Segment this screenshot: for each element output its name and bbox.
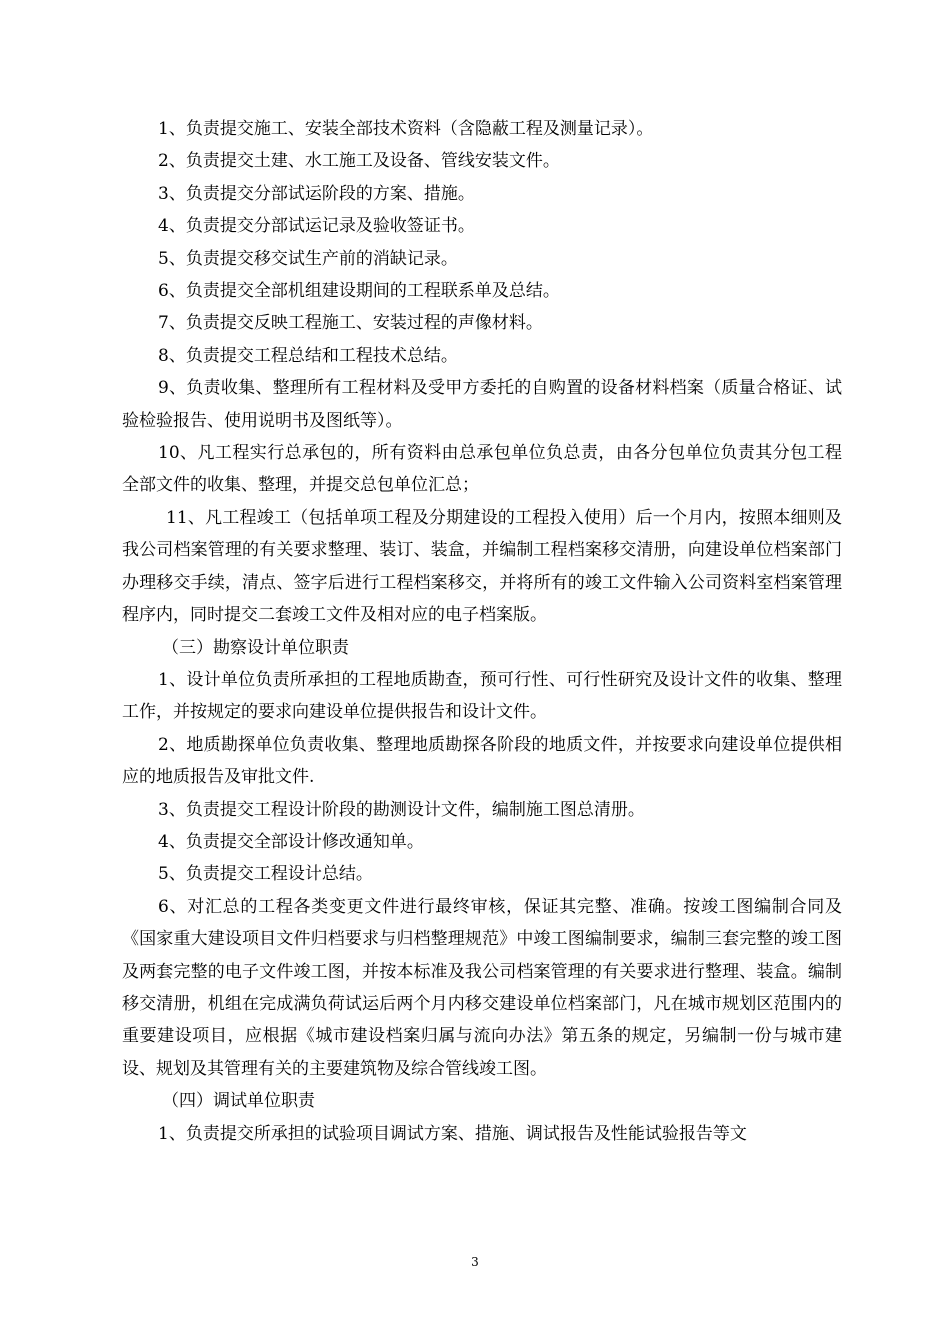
section-heading-survey-design: （三）勘察设计单位职责 <box>162 637 349 658</box>
paragraph-item-1: 1、负责提交施工、安装全部技术资料（含隐蔽工程及测量记录）。 <box>158 119 654 139</box>
paragraph-item-9: 9、负责收集、整理所有工程材料及受甲方委托的自购置的设备材料档案（质量合格证、试验检验报告、使用说明书及图纸等）。 <box>122 378 842 431</box>
paragraph-design-5: 5、负责提交工程设计总结。 <box>158 864 373 885</box>
paragraph-item-3: 3、负责提交分部试运阶段的方案、措施。 <box>158 183 475 204</box>
paragraph-design-3: 3、负责提交工程设计阶段的勘测设计文件，编制施工图总清册。 <box>158 799 645 820</box>
paragraph-item-6: 6、负责提交全部机组建设期间的工程联系单及总结。 <box>158 281 560 302</box>
paragraph-commissioning-1: 1、负责提交所承担的试验项目调试方案、措施、调试报告及性能试验报告等文 <box>158 1123 747 1144</box>
paragraph-item-5: 5、负责提交移交试生产前的消缺记录。 <box>158 248 458 269</box>
paragraph-item-7: 7、负责提交反映工程施工、安装过程的声像材料。 <box>158 313 543 334</box>
paragraph-item-8: 8、负责提交工程总结和工程技术总结。 <box>158 345 458 366</box>
paragraph-item-11: 11、凡工程竣工（包括单项工程及分期建设的工程投入使用）后一个月内，按照本细则及我公司档案管理的有关要求整理、装订、装盒，并编制工程档案移交清册，向建设单位档案部门办理移交手续，清点、签字后进行工程档案移交，并将所有的竣工文件输入公司资料室档案管理程序内，同时提交二套竣工文件及相对应的电子档案版。 <box>122 507 842 626</box>
paragraph-design-6: 6、对汇总的工程各类变更文件进行最终审核，保证其完整、准确。按竣工图编制合同及《国家重大建设项目文件归档要求与归档整理规范》中竣工图编制要求，编制三套完整的竣工图及两套完整的电子文件竣工图，并按本标准及我公司档案管理的有关要求进行整理、装盒。编制移交清册，机组在完成满负荷试运后两个月内移交建设单位档案部门，凡在城市规划区范围内的重要建设项目，应根据《城市建设档案归属与流向办法》第五条的规定，另编制一份与城市建设、规划及其管理有关的主要建筑物及综合管线竣工图。 <box>122 896 842 1079</box>
paragraph-design-1: 1、设计单位负责所承担的工程地质勘查，预可行性、可行性研究及设计文件的收集、整理工作，并按规定的要求向建设单位提供报告和设计文件。 <box>122 669 842 723</box>
paragraph-item-10: 10、凡工程实行总承包的，所有资料由总承包单位负总责，由各分包单位负责其分包工程全部文件的收集、整理，并提交总包单位汇总； <box>122 443 842 496</box>
paragraph-design-4: 4、负责提交全部设计修改通知单。 <box>158 831 424 852</box>
body-text <box>122 113 842 1150</box>
section-heading-commissioning: （四）调试单位职责 <box>162 1091 315 1112</box>
paragraph-item-2: 2、负责提交土建、水工施工及设备、管线安装文件。 <box>158 151 560 172</box>
paragraph-item-4: 4、负责提交分部试运记录及验收签证书。 <box>158 216 475 237</box>
paragraph-design-2: 2、地质勘探单位负责收集、整理地质勘探各阶段的地质文件，并按要求向建设单位提供相应的地质报告及审批文件. <box>122 734 842 788</box>
page-number: 3 <box>471 1255 479 1269</box>
